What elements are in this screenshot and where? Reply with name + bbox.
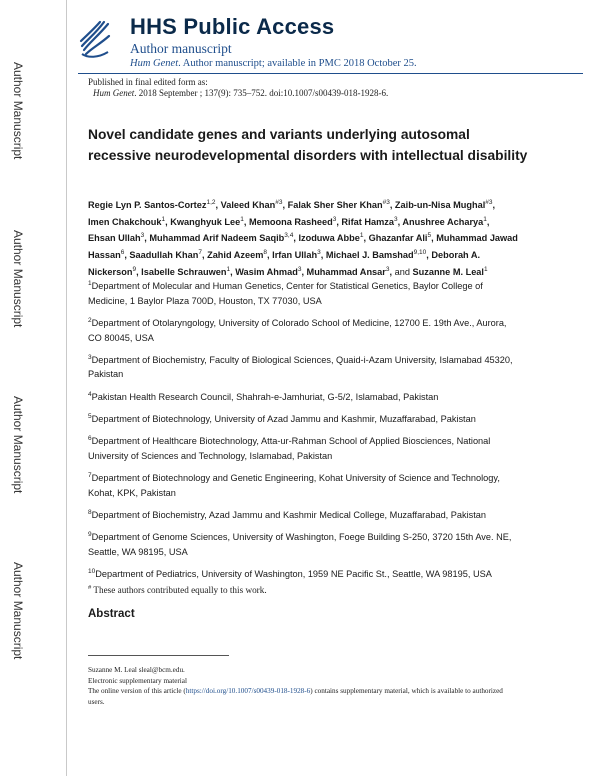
affiliation-item <box>88 314 518 345</box>
affiliation-text: Department of Biochemistry, Faculty of Biological Sciences, Quaid-i-Azam University, Islamabad 45320, Pakistan <box>88 354 513 380</box>
author-name: Rifat Hamza <box>341 216 395 227</box>
author-affiliation-marker: 3 <box>297 265 302 273</box>
author-affiliation-marker: 3 <box>140 232 145 240</box>
supplementary-prefix: The online version of this article ( <box>88 687 186 695</box>
side-label-3: Author Manuscript <box>11 396 25 494</box>
author-affiliation-marker: #3 <box>275 199 283 206</box>
author-name: Suzanne M. Leal <box>412 266 484 277</box>
citation-line <box>93 88 388 98</box>
author-manuscript-label: Author manuscript <box>130 41 232 56</box>
author-name: Valeed Khan <box>220 200 276 211</box>
abstract-heading: Abstract <box>88 608 135 620</box>
affiliation-text: Department of Otolaryngology, University of Colorado School of Medicine, 12700 E. 19th Ave., Aurora, CO 80045, USA <box>88 317 507 343</box>
affiliation-item <box>88 565 518 582</box>
author-affiliation-marker: 8 <box>263 248 268 256</box>
author-name: Isabelle Schrauwen <box>141 266 227 277</box>
author-name: Imen Chakchouk <box>88 216 162 227</box>
author-name: Muhammad Arif Nadeem Saqib <box>149 233 285 244</box>
journal-availability-line <box>130 58 417 69</box>
author-name: Regie Lyn P. Santos-Cortez <box>88 200 207 211</box>
author-affiliation-marker: 1 <box>161 215 166 223</box>
author-affiliation-marker: 3 <box>317 248 321 256</box>
affiliation-number: 4 <box>88 390 92 398</box>
author-affiliation-marker: 3 <box>385 265 390 273</box>
affiliation-text: Pakistan Health Research Council, Shahrah-e-Jamhuriat, G-5/2, Islamabad, Pakistan <box>91 391 439 402</box>
author-affiliation-marker: 6 <box>120 248 125 256</box>
journal-name: Hum Genet <box>130 58 179 69</box>
author-name: Zaib-un-Nisa Mughal <box>394 200 486 211</box>
author-name: Izoduwa Abbe <box>298 233 360 244</box>
author-affiliation-marker: #3 <box>382 199 390 206</box>
author-name: Saadullah Khan <box>129 250 199 261</box>
correspondence-footnote: Suzanne M. Leal sleal@bcm.edu. <box>88 666 185 674</box>
author-name: Anushree Acharya <box>402 216 484 227</box>
supplementary-doi-link[interactable]: https://doi.org/10.1007/s00439-018-1928-6 <box>185 687 311 695</box>
footnotes <box>88 665 518 707</box>
author-name: Falak Sher Sher Khan <box>287 200 383 211</box>
affiliation-number: 3 <box>88 353 92 361</box>
affiliation-text: Department of Biochemistry, Azad Jammu and Kashmir Medical College, Muzaffarabad, Pakistan <box>91 509 487 520</box>
author-name: Wasim Ahmad <box>235 266 298 277</box>
affiliation-item <box>88 469 518 500</box>
hhs-eagle-logo-icon <box>78 16 112 60</box>
side-label-1: Author Manuscript <box>11 62 25 160</box>
citation-details: . 2018 September ; 137(9): 735–752. doi:10.1007/s00439-018-1928-6. <box>134 88 389 98</box>
author-affiliation-marker: 1 <box>226 265 231 273</box>
author-name: Zahid Azeem <box>207 250 264 261</box>
author-name: Deborah A. Nickerson <box>88 250 481 277</box>
author-conjunction: and <box>394 266 410 277</box>
author-affiliation-marker: 3 <box>332 215 337 223</box>
affiliation-text: Department of Pediatrics, University of Washington, 1959 NE Pacific St., Seattle, WA 98195, USA <box>95 568 492 579</box>
side-label-2: Author Manuscript <box>11 230 25 328</box>
author-affiliation-marker: 1 <box>240 215 244 223</box>
affiliation-text: Department of Biotechnology, University of Azad Jammu and Kashmir, Muzaffarabad, Pakistan <box>91 413 476 424</box>
author-affiliation-marker: 3 <box>394 215 398 223</box>
equal-contribution-note <box>88 584 267 595</box>
affiliation-text: Department of Molecular and Human Genetics, Center for Statistical Genetics, Baylor College of Medicine, 1 Baylor Plaza 700D, Houston, TX 77030, USA <box>88 281 483 306</box>
equal-contribution-symbol: # <box>88 584 92 591</box>
affiliation-number: 2 <box>88 316 92 324</box>
author-name: Irfan Ullah <box>272 250 318 261</box>
author-name: Muhammad Ansar <box>306 266 386 277</box>
affiliation-item <box>88 277 518 308</box>
author-name: Kwanghyuk Lee <box>170 216 241 227</box>
author-list: Regie Lyn P. Santos-Cortez$^{1,2}$, Valeed Khan$^{\#3}$, Falak Sher Sher Khan$^{\#3}$, Zaib-un-Nisa Mughal$^{\#3}$, Imen Chakchouk$^1$, Kwanghyuk Lee$^1$, Memoona Rasheed$^3$, Rifat Hamza$^3$, Anushree Acharya$^1$, Ehsan Ullah$^3$, Muhammad Arif Nadeem Saqib$^{3,4}$, Izoduwa Abbe$^1$, Ghazanfar Ali$^5$, Muhammad Jawad Hassan$^6$, Saadullah Khan$^7$, Zahid Azeem$^8$, Irfan Ullah$^3$, Michael J. Bamshad$^{9,10}$, Deborah A. Nickerson$^9$, Isabelle Schrauwen$^1$, Wasim Ahmad$^3$, Muhammad Ansar$^3$, and Suzanne M. Leal$^1$ <box>88 199 518 277</box>
author-name: Memoona Rasheed <box>248 216 333 227</box>
header-divider <box>78 73 583 74</box>
supplementary-label: Electronic supplementary material <box>88 676 187 685</box>
author-affiliation-marker: 7 <box>198 248 202 256</box>
supplementary-note <box>88 686 518 707</box>
affiliation-item <box>88 388 518 405</box>
author-affiliation-marker: 3,4 <box>284 232 294 240</box>
affiliation-item <box>88 432 518 463</box>
author-affiliation-marker: 1 <box>483 265 488 273</box>
author-name: Michael J. Bamshad <box>325 250 414 261</box>
affiliation-text: Department of Healthcare Biotechnology, Atta-ur-Rahman School of Applied Biosciences, National University of Sciences and Technology, Islamabad, Pakistan <box>88 436 491 461</box>
paper-title: Novel candidate genes and variants underlying autosomal recessive neurodevelopmental disorders with intellectual disability <box>88 127 528 163</box>
affiliation-number: 1 <box>88 280 92 287</box>
author-name: Ghazanfar Ali <box>368 233 428 244</box>
affiliation-list <box>88 277 518 587</box>
affiliation-number: 10 <box>88 567 96 575</box>
author-affiliation-marker: 1 <box>359 232 364 240</box>
affiliation-item <box>88 410 518 427</box>
affiliation-number: 7 <box>88 471 92 479</box>
equal-contribution-text: These authors contributed equally to this work. <box>91 585 267 596</box>
affiliation-text: Department of Biotechnology and Genetic Engineering, Kohat University of Science and Technology, Kohat, KPK, Pakistan <box>88 472 500 498</box>
hhs-public-access-title: HHS Public Access <box>130 14 335 39</box>
author-affiliation-marker: 1 <box>483 215 487 223</box>
author-affiliation-marker: 1,2 <box>206 199 216 206</box>
affiliation-item <box>88 528 518 559</box>
footnote-divider <box>88 655 229 656</box>
author-name: Muhammad Jawad Hassan <box>88 233 518 261</box>
affiliation-item <box>88 351 518 382</box>
affiliation-number: 9 <box>88 530 92 538</box>
published-label: Published in final edited form as: <box>88 77 208 87</box>
availability-note: . Author manuscript; available in PMC 2018 October 25. <box>178 58 417 69</box>
affiliation-text: Department of Genome Sciences, University of Washington, Foege Building S-250, 3720 15th Ave. NE, Seattle, WA 98195, USA <box>88 532 512 557</box>
affiliation-item <box>88 506 518 523</box>
supplementary-suffix: ) contains supplementary material, which is available to authorized users. <box>88 687 503 706</box>
side-label-4: Author Manuscript <box>11 562 25 660</box>
author-affiliation-marker: 9,10 <box>413 248 427 256</box>
affiliation-number: 8 <box>88 508 92 516</box>
author-affiliation-marker: 5 <box>427 232 432 240</box>
author-affiliation-marker: #3 <box>485 199 493 206</box>
citation-journal: Hum Genet <box>93 88 135 98</box>
sidebar-divider <box>66 0 67 776</box>
affiliation-number: 6 <box>88 435 92 443</box>
author-name: Ehsan Ullah <box>88 233 141 244</box>
author-affiliation-marker: 9 <box>132 265 137 273</box>
affiliation-number: 5 <box>88 412 92 420</box>
